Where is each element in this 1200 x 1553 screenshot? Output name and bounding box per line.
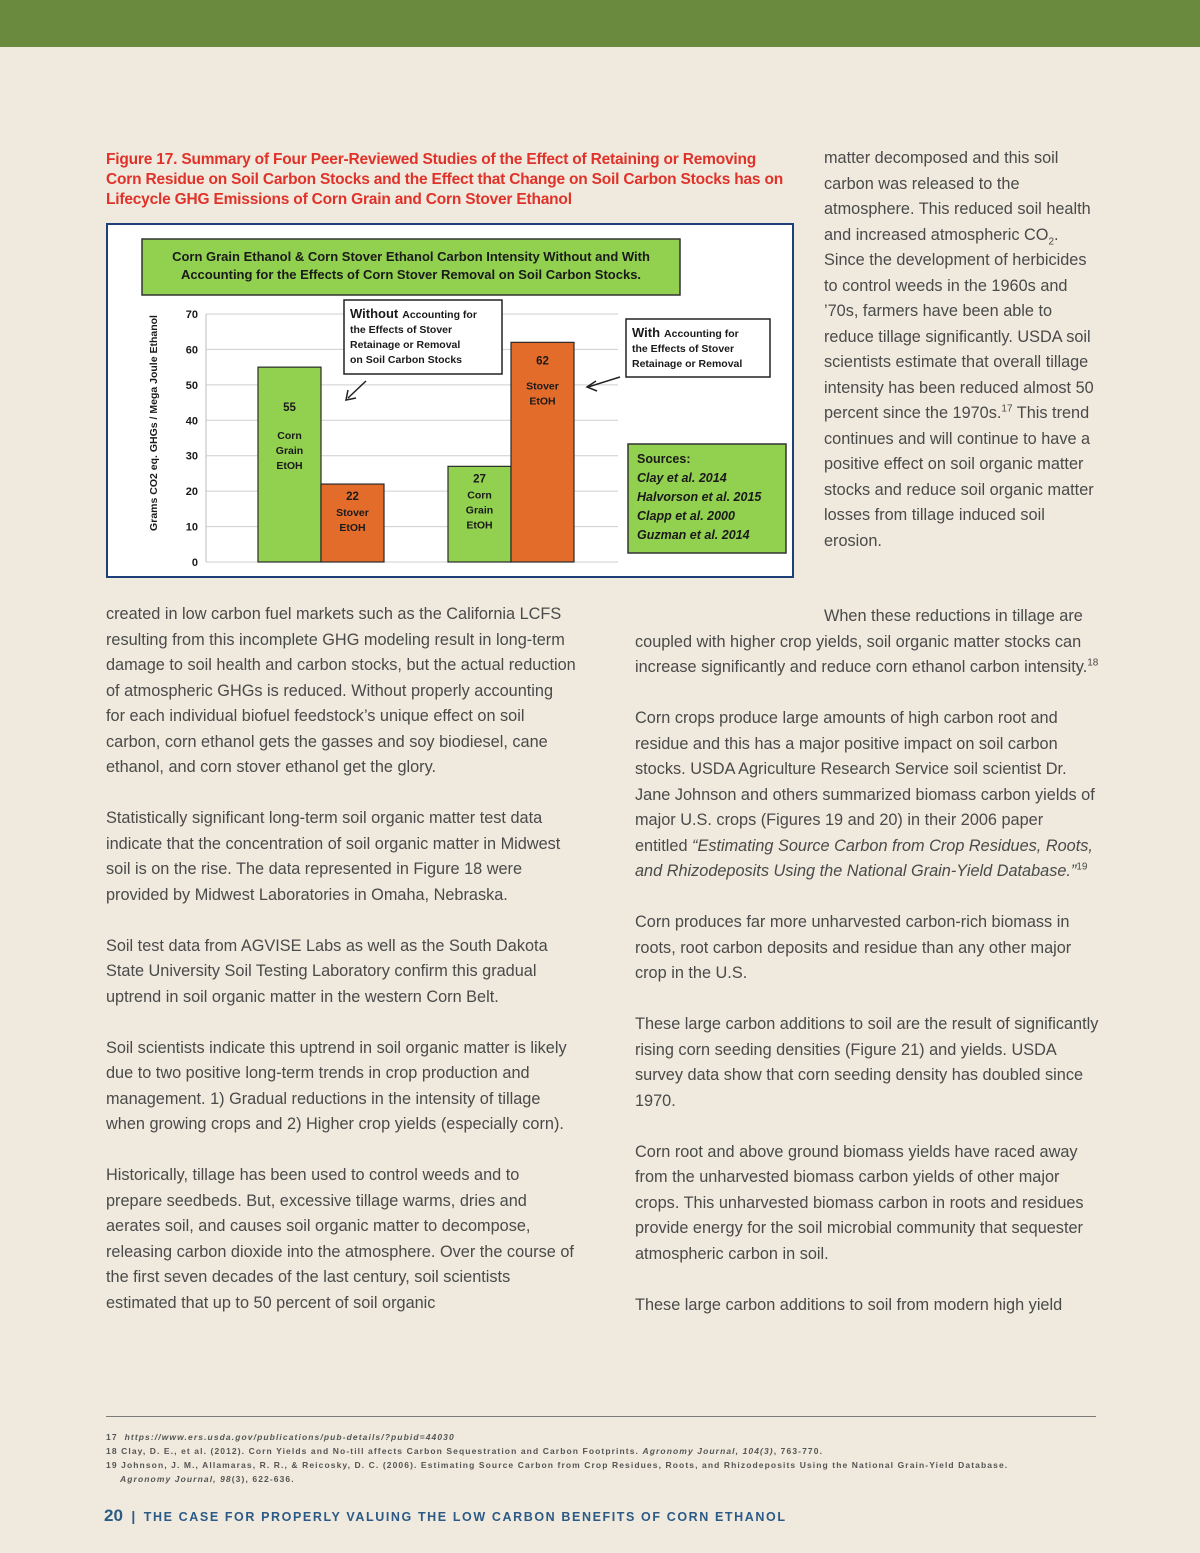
paragraph: Corn root and above ground biomass yields have raced away from the unharvested biomass carbon yields of other major crops. This unharvested biomass carbon in roots and residues provide energy for the soil microbial community that sequester atmospheric carbon in soil. (635, 1142, 1084, 1263)
paragraph: Corn produces far more unharvested carbon-rich biomass in roots, root carbon deposits and residue than any other major crop in the U.S. (635, 913, 1072, 982)
header-bar (0, 0, 1200, 47)
bar-category-label: EtOH (339, 522, 366, 535)
arrow-without (348, 381, 366, 398)
y-tick-label: 60 (185, 344, 198, 357)
source-item: Clapp et al. 2000 (637, 509, 735, 523)
footnote-17: 17 https://www.ers.usda.gov/publications/pub-details/?pubid=44030 (106, 1432, 455, 1442)
y-tick-label: 30 (185, 450, 198, 463)
sources-heading: Sources: (637, 452, 691, 466)
footnote-18: 18 Clay, D. E., et al. (2012). Corn Yields and No-till affects Carbon Sequestration and Carbon Footprints. Agronomy Journal, 104(3), 763-770. (106, 1446, 824, 1456)
right-column-top (824, 146, 1100, 554)
y-tick-labels (186, 309, 198, 569)
chart-title-line2: Accounting for the Effects of Corn Stover Removal on Soil Carbon Stocks. (180, 267, 642, 282)
bar-value-label: 27 (473, 473, 486, 486)
paragraph: These large carbon additions to soil from modern high yield (635, 1295, 1063, 1314)
bar-category-label: EtOH (466, 519, 493, 532)
footer-title: THE CASE FOR PROPERLY VALUING THE LOW CARBON BENEFITS OF CORN ETHANOL (143, 1510, 787, 1524)
paragraph: Soil scientists indicate this uptrend in soil organic matter is likely due to two positive long-term trends in crop production and management. 1) Gradual reductions in the intensity of tillage when growing crops and 2) Higher crop yields (especially corn). (106, 1038, 567, 1133)
paragraph: created in low carbon fuel markets such as the California LCFS resulting from this incomplete GHG modeling result in long-term damage to soil health and carbon stocks, but the actual reduction of atmospheric GHGs is reduced. Without properly accounting for each individual biofuel feedstock’s unique effect on soil carbon, corn ethanol gets the gasses and soy biodiesel, cane ethanol, and corn stover ethanol get the glory. (106, 605, 576, 776)
chart-title-line1: Corn Grain Ethanol & Corn Stover Ethanol Carbon Intensity Without and With (172, 249, 650, 264)
source-item: Clay et al. 2014 (637, 471, 727, 485)
bar-value-label: 22 (346, 491, 359, 504)
annotation-without-lead: Without Accounting for (350, 306, 477, 321)
annotation-with-lead: With Accounting for (632, 325, 739, 340)
bar-value-label: 62 (536, 355, 549, 368)
paragraph: Statistically significant long-term soil organic matter test data indicate that the concentration of soil organic matter in Midwest soil is on the rise. The data represented in Figure 18 were provided by Midwest Laboratories in Omaha, Nebraska. (106, 809, 561, 904)
y-tick-label: 70 (185, 309, 198, 321)
bar-category-label: Corn (467, 489, 492, 502)
arrow-with (588, 377, 620, 387)
footer-separator: | (131, 1508, 136, 1524)
footnotes (106, 1430, 1096, 1486)
page-number: 20 (104, 1506, 123, 1525)
footnote-link[interactable]: https://www.ers.usda.gov/publications/pub-details/?pubid=44030 (124, 1432, 455, 1442)
paragraph: These large carbon additions to soil are the result of significantly rising corn seeding densities (Figure 21) and yields. USDA survey data show that corn seeding density has doubled since 1970. (635, 1015, 1099, 1110)
paragraph: Corn crops produce large amounts of high carbon root and residue and this has a major positive impact on soil carbon stocks. USDA Agriculture Research Service soil scientist Dr. Jane Johnson and others summarized biomass carbon yields of major U.S. crops (Figures 19 and 20) in their 2006 paper entitled “Estimating Source Carbon from Crop Residues, Roots, and Rhizodeposits Using the National Grain-Yield Database.”$^{19}$ (635, 709, 1095, 880)
bar-category-label: Grain (275, 445, 304, 458)
bar (511, 342, 574, 562)
footnote-19-cont: Agronomy Journal, 98(3), 622-636. (120, 1474, 295, 1484)
page-footer (104, 1506, 787, 1526)
bar-category-label: Stover (336, 507, 369, 520)
y-tick-label: 50 (185, 379, 198, 392)
right-column (635, 604, 1100, 1318)
y-axis-label: Grams CO2 eq. GHGs / Mega Joule Ethanol (148, 315, 160, 531)
annotation-without-line3: Retainage or Removal (350, 339, 461, 351)
annotation-with-line3: Retainage or Removal (632, 358, 743, 370)
annotation-with-line2: the Effects of Stover (632, 343, 735, 355)
bar-category-label: Corn (277, 430, 302, 443)
bar-category-label: Grain (465, 504, 494, 517)
y-tick-label: 0 (191, 557, 198, 569)
annotation-without-line4: on Soil Carbon Stocks (350, 354, 463, 366)
bar-category-label: Stover (526, 380, 559, 393)
figure-17-chart (106, 223, 794, 578)
footnote-divider (106, 1416, 1096, 1417)
paragraph: matter decomposed and this soil carbon was released to the atmosphere. This reduced soil health and increased atmospheric $CO_2$. Since the development of herbicides to control weeds in the 1960s and ’70s, farmers have been able to reduce tillage significantly. USDA soil scientists estimate that overall tillage intensity has been reduced almost 50 percent since the 1970s.$^{17}$ This trend continues and will continue to have a positive effect on soil organic matter stocks and reduce soil organic matter losses from tillage induced soil erosion. (824, 149, 1094, 550)
annotation-without-line2: the Effects of Stover (350, 324, 453, 336)
source-item: Guzman et al. 2014 (637, 528, 750, 542)
paragraph: Soil test data from AGVISE Labs as well as the South Dakota State University Soil Testing Laboratory confirm this gradual uptrend in soil organic matter in the western Corn Belt. (106, 936, 548, 1006)
figure-caption: Figure 17. Summary of Four Peer-Reviewed Studies of the Effect of Retaining or Removing Corn Residue on Soil Carbon Stocks and the Effect that Change on Soil Carbon Stocks has on Lifecycle GHG Emissions of Corn Grain and Corn Stover Ethanol (106, 151, 783, 208)
paragraph: When these reductions in tillage are coupled with higher crop yields, soil organic matter stocks can increase significantly and reduce corn ethanol carbon intensity.$^{18}$ (635, 607, 1099, 676)
paragraph: Historically, tillage has been used to control weeds and to prepare seedbeds. But, excessive tillage warms, dries and aerates soil, and causes soil organic matter to decompose, releasing carbon dioxide into the atmosphere. Over the course of the first seven decades of the last century, soil scientists estimated that up to 50 percent of soil organic (106, 1166, 574, 1312)
y-tick-label: 20 (185, 486, 198, 499)
left-column (106, 602, 576, 1316)
chart-svg (108, 225, 792, 576)
bar-category-label: EtOH (529, 395, 556, 408)
bars (258, 342, 574, 562)
y-tick-label: 10 (185, 521, 198, 534)
y-tick-label: 40 (185, 415, 198, 428)
bar-value-label: 55 (283, 402, 296, 415)
source-item: Halvorson et al. 2015 (637, 490, 762, 504)
footnote-19: 19 Johnson, J. M., Allamaras, R. R., & Reicosky, D. C. (2006). Estimating Source Carbon from Crop Residues, Roots, and Rhizodeposits Using the National Grain-Yield Database. (106, 1460, 1009, 1470)
bar-category-label: EtOH (276, 460, 303, 473)
